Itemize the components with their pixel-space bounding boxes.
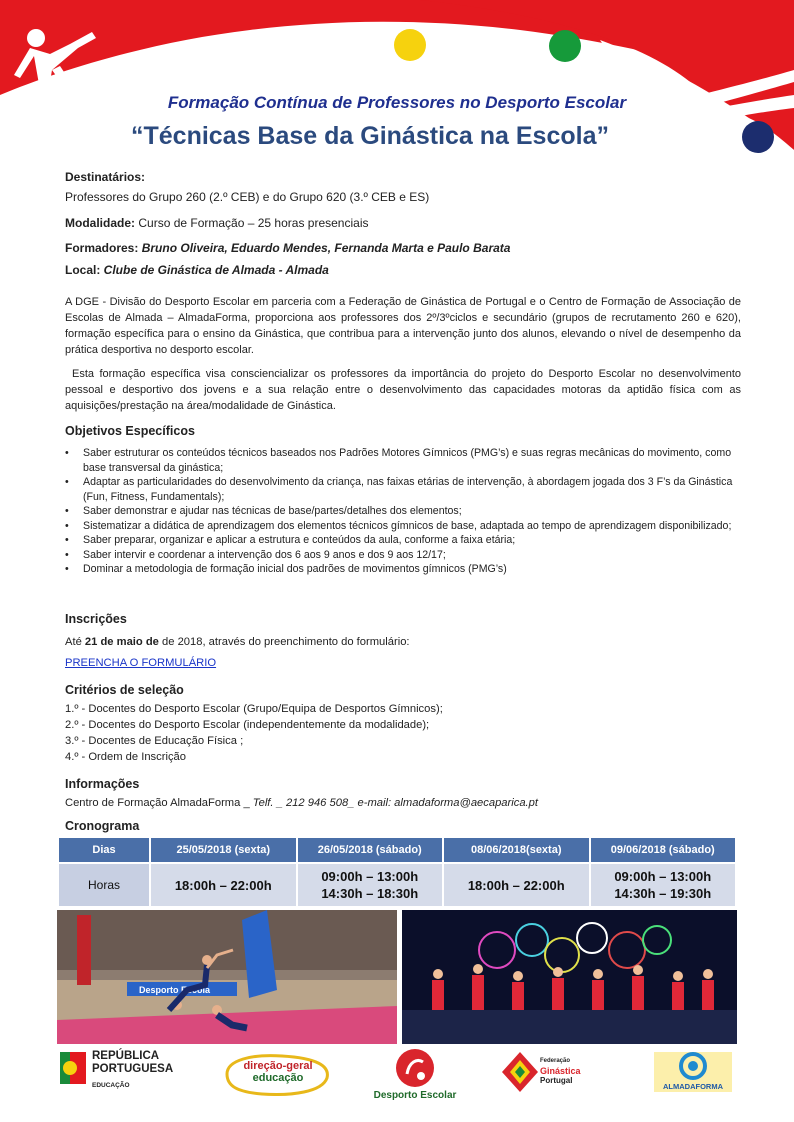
almadaforma-text: ALMADAFORMA (663, 1082, 723, 1091)
list-item: • Saber intervir e coordenar a intervenção dos 6 aos 9 anos e dos 9 aos 12/17; (65, 548, 745, 563)
list-item: • Saber preparar, organizar e aplicar a estrutura e conteúdos da aula, conforme a faixa etária; (65, 533, 745, 548)
list-item: • Saber demonstrar e ajudar nas técnicas de base/partes/detalhes dos elementos; (65, 504, 745, 519)
local-value: Clube de Ginástica de Almada - Almada (100, 263, 329, 277)
fgp-line3: Portugal (540, 1076, 573, 1085)
dge-logo (222, 1048, 332, 1106)
desporto-escolar-text: Desporto Escolar (373, 1090, 457, 1101)
row-label: Horas (58, 863, 150, 907)
time-slot: 09:00h – 13:00h (321, 869, 419, 884)
inscricoes-text-before: Até (65, 636, 85, 648)
time-slot: 14:30h – 19:30h (614, 886, 712, 901)
table-header: 26/05/2018 (sábado) (297, 837, 444, 863)
republica-portuguesa-logo (60, 1048, 180, 1106)
list-item: • Saber estruturar os conteúdos técnicos baseados nos Padrões Motores Gímnicos (PMG’s) e suas regras mecânicas do movimento, como base transversal da ginástica; (65, 446, 745, 475)
table-cell (443, 863, 590, 907)
time-slot: 14:30h – 18:30h (321, 886, 419, 901)
table-cell (297, 863, 444, 907)
modalidade-value: Curso de Formação (138, 216, 245, 230)
inscricoes-text (65, 636, 410, 648)
informacoes-text (65, 797, 538, 809)
fgp-line2: Ginástica (540, 1066, 581, 1076)
time-slot: 18:00h – 22:00h (174, 877, 272, 893)
modalidade-line (65, 216, 368, 230)
criterio-item: 1.º - Docentes do Desporto Escolar (Grupo/Equipa de Desportos Gímnicos); (65, 703, 443, 715)
dge-line2: educação (252, 1072, 304, 1084)
fgp-logo (502, 1048, 597, 1106)
list-item: • Dominar a metodologia de formação inicial dos padrões de movimentos gímnicos (PMG’s) (65, 562, 745, 577)
photo-banner-text: Desporto Escola (139, 985, 211, 995)
informacoes-heading: Informações (65, 777, 140, 791)
modalidade-extra: – 25 horas presenciais (244, 216, 369, 230)
table-header: 08/06/2018(sexta) (443, 837, 590, 863)
almadaforma-logo (652, 1048, 734, 1106)
criterio-item: 3.º - Docentes de Educação Física ; (65, 735, 244, 747)
cronograma-heading: Cronograma (65, 819, 140, 833)
time-slot: 09:00h – 13:00h (614, 869, 712, 884)
table-header: 25/05/2018 (sexta) (150, 837, 297, 863)
objetivos-list (65, 446, 745, 577)
formadores-label: Formadores: (65, 241, 139, 255)
cronograma-table (57, 836, 737, 908)
formadores-line (65, 241, 510, 255)
intro-paragraph-2: Esta formação específica visa consciencializar os professores da importância do projeto do Desporto Escolar no desenvolvimento pessoal e desportivo dos jovens e a sua relação entre o desenvolvimento das capacidades motoras da aptidão física com as aquisições/prestação na área/modalidade de Ginástica. (65, 368, 741, 412)
modalidade-label: Modalidade: (65, 216, 136, 230)
photo-acrobatic-gymnastics (57, 910, 397, 1044)
inscricoes-date: 21 de maio de (84, 636, 159, 648)
inscricoes-heading: Inscrições (65, 612, 127, 626)
objetivos-heading: Objetivos Específicos (65, 424, 195, 438)
local-label: Local: (65, 263, 101, 277)
table-header: Dias (58, 837, 150, 863)
form-link[interactable]: PREENCHA O FORMULÁRIO (65, 657, 217, 669)
list-item: • Adaptar as particularidades do desenvolvimento da criança, nas faixas etárias de intervenção, à abordagem jogada dos 3 F’s da Ginástica (Fun, Fitness, Fundamentals); (65, 475, 745, 504)
table-header: 09/06/2018 (sábado) (590, 837, 737, 863)
table-row (58, 863, 736, 907)
republica-line3: EDUCAÇÃO (92, 1082, 130, 1089)
informacoes-center: Centro de Formação AlmadaForma _ (65, 797, 250, 809)
republica-line2: PORTUGUESA (92, 1063, 174, 1075)
criterios-heading: Critérios de seleção (65, 683, 184, 697)
photo-rhythmic-gymnastics (402, 910, 737, 1044)
criterio-item: 2.º - Docentes do Desporto Escolar (independentemente da modalidade); (65, 719, 430, 731)
criterio-item: 4.º - Ordem de Inscrição (65, 751, 186, 763)
formadores-value: Bruno Oliveira, Eduardo Mendes, Fernanda Marta e Paulo Barata (138, 241, 511, 255)
destinatarios-label: Destinatários: (65, 170, 146, 184)
table-cell (590, 863, 737, 907)
desporto-escolar-logo (360, 1048, 470, 1106)
inscricoes-text-after: de 2018, através do preenchimento do formulário: (158, 636, 410, 648)
supertitle: Formação Contínua de Professores no Desporto Escolar (167, 93, 627, 112)
intro-paragraph-1: A DGE - Divisão do Desporto Escolar em parceria com a Federação de Ginástica de Portugal e o Centro de Formação de Associação de Escolas de Almada – AlmadaForma, proporciona aos professores dos 2º/3ºciclos e secundário (grupos de recrutamento 260 e 620), formação específica para o ensino da Ginástica, que contribua para a intervenção junto dos alunos, elevando o nível de desempenho da prática desportiva no desporto escolar. (65, 296, 741, 356)
table-cell (150, 863, 297, 907)
local-line (65, 263, 329, 277)
time-slot: 18:00h – 22:00h (467, 877, 565, 893)
fgp-line1: Federação (540, 1058, 571, 1064)
list-item: • Sistematizar a didática de aprendizagem dos elementos técnicos gímnicos de base, adaptada ao tempo de aprendizagem disponibilizado; (65, 519, 745, 534)
page-title: “Técnicas Base da Ginástica na Escola” (130, 122, 609, 150)
destinatarios-value: Professores do Grupo 260 (2.º CEB) e do Grupo 620 (3.º CEB e ES) (65, 190, 430, 204)
dge-line1: direção-geral (243, 1060, 313, 1072)
informacoes-contact: Telf. _ 212 946 508_ e-mail: almadaforma@aecaparica.pt (249, 797, 538, 809)
republica-line1: REPÚBLICA (92, 1050, 160, 1062)
table-header-row (58, 837, 736, 863)
